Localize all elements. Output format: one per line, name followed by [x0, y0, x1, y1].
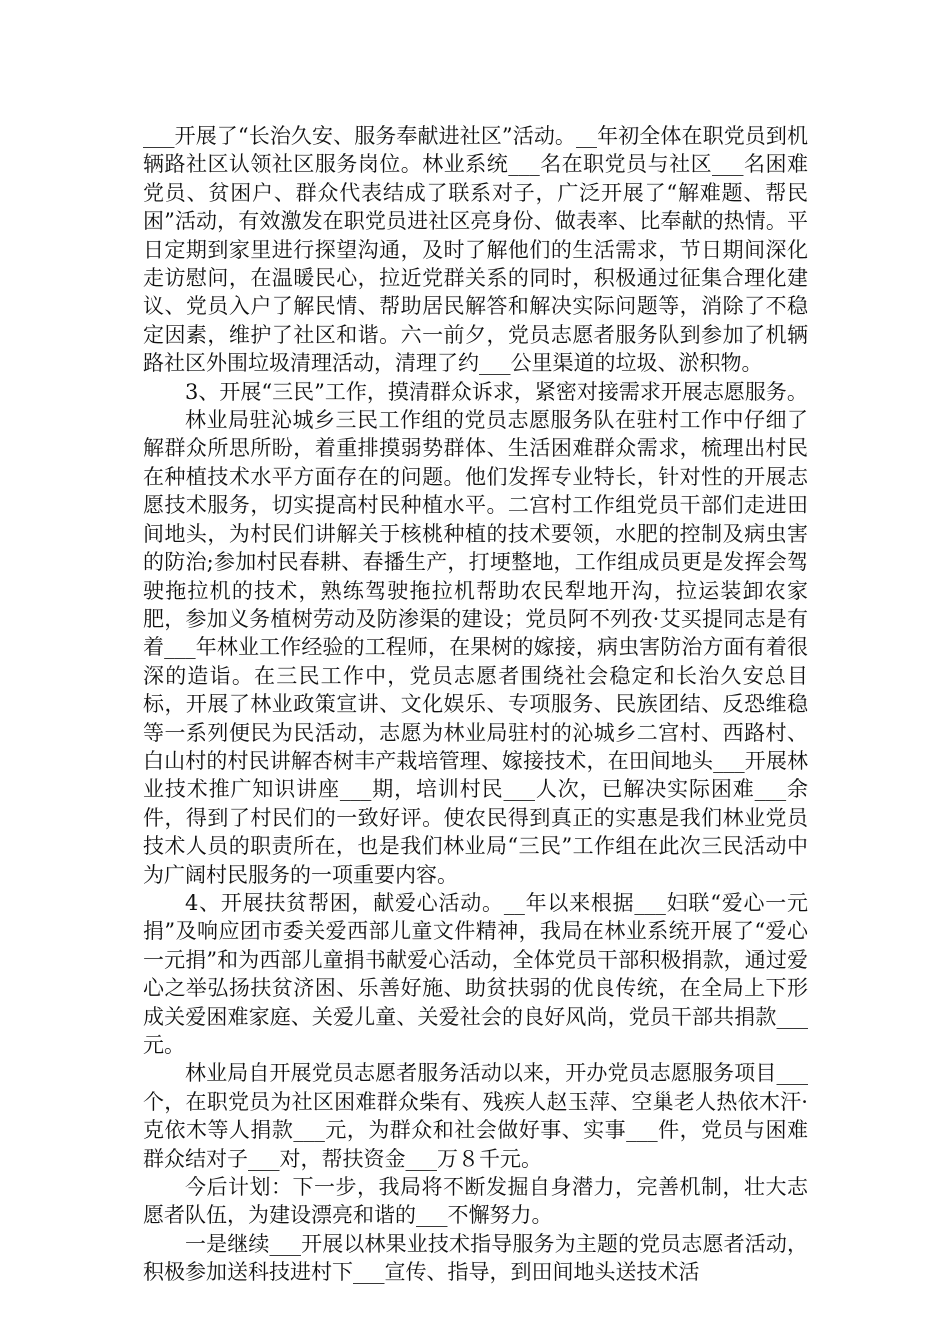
- paragraph-summary: 林业局自开展党员志愿者服务活动以来，开办党员志愿服务项目___个，在职党员为社区困难群众柴有、残疾人赵玉萍、空巢老人热依木汗·克依木等人捐款___元，为群众和社会做好事、实事___件，党员与困难群众结对子___对，帮扶资金___万８千元。: [143, 1061, 808, 1171]
- paragraph-future-plan: 今后计划：下一步，我局将不断发掘自身潜力，完善机制，壮大志愿者队伍，为建设漂亮和谐的___不懈努力。: [143, 1175, 808, 1228]
- paragraph-poverty-relief: 4、开展扶贫帮困，献爱心活动。__年以来根据___妇联“爱心一元捐”及响应团市委关爱西部儿童文件精神，我局在林业系统开展了“爱心一元捐”和为西部儿童捐书献爱心活动，全体党员干部积极捐款，通过爱心之举弘扬扶贫济困、乐善好施、助贫扶弱的优良传统，在全局上下形成关爱困难家庭、关爱儿童、关爱社会的良好风尚，党员干部共捐款___元。: [143, 890, 808, 1057]
- paragraph-three-people-work: 林业局驻沁城乡三民工作组的党员志愿服务队在驻村工作中仔细了解群众所思所盼，着重排摸弱势群体、生活困难群众需求，梳理出村民在种植技术水平方面存在的问题。他们发挥专业特长，针对性的开展志愿技术服务，切实提高村民种植水平。二宫村工作组党员干部们走进田间地头，为村民们讲解关于核桃种植的技术要领，水肥的控制及病虫害的防治;参加村民春耕、春播生产，打埂整地，工作组成员更是发挥会驾驶拖拉机的技术，熟练驾驶拖拉机帮助农民犁地开沟，拉运装卸农家肥，参加义务植树劳动及防渗渠的建设；党员阿不列孜·艾买提同志是有着___年林业工作经验的工程师，在果树的嫁接，病虫害防治方面有着很深的造诣。在三民工作中，党员志愿者围绕社会稳定和长治久安总目标，开展了林业政策宣讲、文化娱乐、专项服务、民族团结、反恐维稳等一系列便民为民活动，志愿为林业局驻村的沁城乡二宫村、西路村、白山村的村民讲解杏树丰产栽培管理、嫁接技术，在田间地头___开展林业技术推广知识讲座___期，培训村民___人次，已解决实际困难___余件，得到了村民们的一致好评。使农民得到真正的实惠是我们林业党员技术人员的职责所在，也是我们林业局“三民”工作组在此次三民活动中为广阔村民服务的一项重要内容。: [143, 408, 808, 887]
- paragraph-community-service: ___开展了“长治久安、服务奉献进社区”活动。__年初全体在职党员到机辆路社区认领社区服务岗位。林业系统___名在职党员与社区___名困难党员、贫困户、群众代表结成了联系对子，广泛开展了“解难题、帮民困”活动，有效激发在职党员进社区亮身份、做表率、比奉献的热情。平日定期到家里进行探望沟通，及时了解他们的生活需求，节日期间深化走访慰问，在温暖民心，拉近党群关系的同时，积极通过征集合理化建议、党员入户了解民情、帮助居民解答和解决实际问题等，消除了不稳定因素，维护了社区和谐。六一前夕，党员志愿者服务队到参加了机辆路社区外围垃圾清理活动，清理了约___公里渠道的垃圾、淤积物。: [143, 124, 808, 376]
- paragraph-heading-three-people: 3、开展“三民”工作，摸清群众诉求，紧密对接需求开展志愿服务。: [185, 379, 808, 404]
- paragraph-plan-item-one: 一是继续___开展以林果业技术指导服务为主题的党员志愿者活动，积极参加送科技进村下___宣传、指导，到田间地头送技术活: [143, 1231, 808, 1285]
- document-page: [143, 122, 808, 1287]
